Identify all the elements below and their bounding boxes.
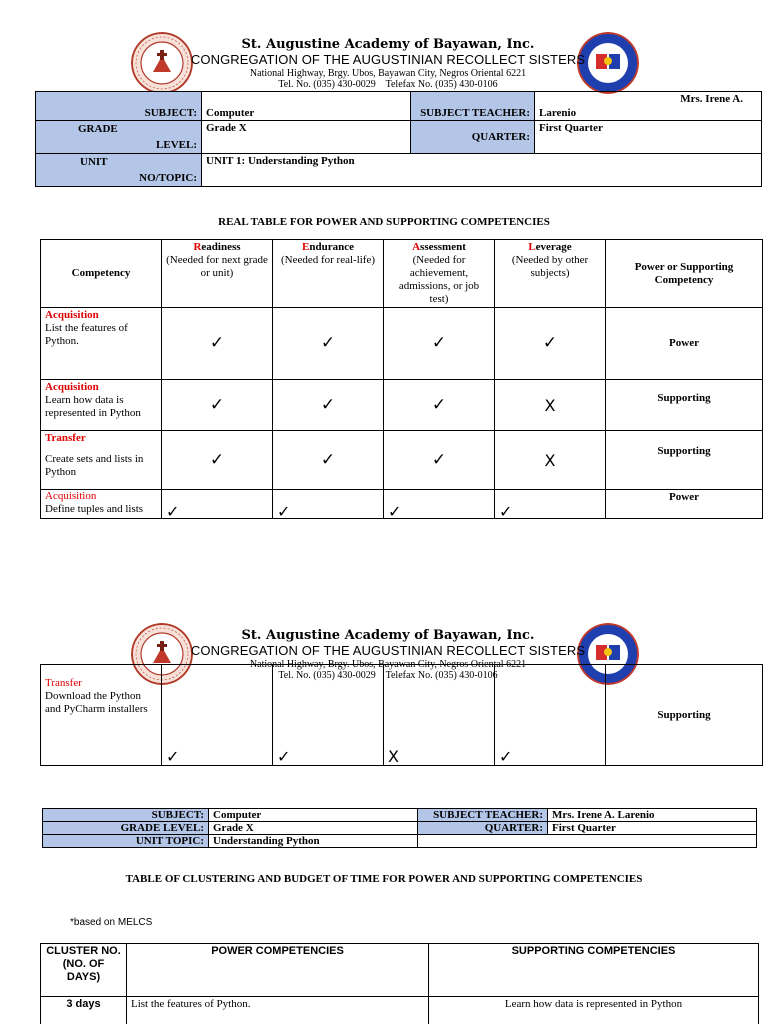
table-row xyxy=(41,490,763,519)
endurance-mark: ✓ xyxy=(273,308,384,380)
endurance-rest: ndurance xyxy=(309,241,354,253)
assessment-mark: X xyxy=(384,665,495,766)
competency-category: Acquisition xyxy=(45,309,99,321)
readiness-mark: ✓ xyxy=(162,380,273,431)
subject-value: Computer xyxy=(202,92,411,121)
congregation-name: CONGREGATION OF THE AUGUSTINIAN RECOLLECT SISTERS xyxy=(190,643,586,658)
competency-cell xyxy=(41,665,162,766)
teacher-line-1: Mrs. Irene A. xyxy=(680,93,743,105)
contact-numbers xyxy=(160,670,616,681)
cluster-days: 3 days xyxy=(41,997,127,1024)
competency-text: Download the Python and PyCharm installers xyxy=(45,690,148,715)
competency-category: Acquisition xyxy=(45,381,99,393)
subject-teacher-label: SUBJECT TEACHER: xyxy=(418,809,548,822)
competency-type: Power xyxy=(606,490,763,519)
school-name: St. Augustine Academy of Bayawan, Inc. xyxy=(241,628,535,643)
unit-topic-value: Understanding Python xyxy=(209,835,418,848)
empty-cell xyxy=(418,835,757,848)
endurance-mark: ✓ xyxy=(273,431,384,490)
assessment-mark: ✓ xyxy=(384,380,495,431)
competency-text: Define tuples and lists xyxy=(45,503,144,515)
unit-label-line-2: NO/TOPIC: xyxy=(139,172,197,184)
competency-cell xyxy=(41,431,162,490)
subject-label: SUBJECT: xyxy=(43,809,209,822)
school-address: National Highway, Brgy. Ubos, Bayawan City, Negros Oriental 6221 xyxy=(249,659,527,670)
competency-text: Learn how data is represented in Python xyxy=(45,394,141,419)
leverage-rest: everage xyxy=(535,241,572,253)
grade-level-value: Grade X xyxy=(202,121,411,154)
grade-level-value: Grade X xyxy=(209,822,418,835)
contact-numbers xyxy=(160,79,616,90)
leverage-desc: (Needed by other subjects) xyxy=(511,254,589,279)
supporting-competency: Learn how data is represented in Python xyxy=(429,997,759,1024)
readiness-mark: ✓ xyxy=(162,431,273,490)
competency-cell xyxy=(41,308,162,380)
subject-info-table-2 xyxy=(42,808,757,848)
competency-category: Acquisition xyxy=(45,490,97,502)
telefax-number: Telefax No. (035) 430-0106 xyxy=(385,670,498,681)
table-row xyxy=(41,997,759,1024)
competency-cell xyxy=(41,490,162,519)
table2-title: TABLE OF CLUSTERING AND BUDGET OF TIME FOR POWER AND SUPPORTING COMPETENCIES xyxy=(125,873,643,885)
power-competency: List the features of Python. xyxy=(127,997,429,1024)
school-name: St. Augustine Academy of Bayawan, Inc. xyxy=(241,37,535,52)
unit-topic-value: UNIT 1: Understanding Python xyxy=(202,154,762,187)
table1-title: REAL TABLE FOR POWER AND SUPPORTING COMPETENCIES xyxy=(218,216,550,228)
header-leverage xyxy=(495,240,606,308)
competency-type: Power xyxy=(606,308,763,380)
competency-category: Transfer xyxy=(45,677,82,689)
telefax-number: Telefax No. (035) 430-0106 xyxy=(385,79,498,90)
leverage-mark: ✓ xyxy=(495,665,606,766)
grade-label-line-2: LEVEL: xyxy=(156,139,197,151)
header-endurance xyxy=(273,240,384,308)
assessment-rest: ssessment xyxy=(420,241,466,253)
header-assessment xyxy=(384,240,495,308)
leverage-mark: ✓ xyxy=(495,490,606,519)
header-readiness xyxy=(162,240,273,308)
header-supporting-competencies: SUPPORTING COMPETENCIES xyxy=(429,944,759,997)
competency-table xyxy=(40,239,763,519)
subject-label: SUBJECT: xyxy=(36,92,202,121)
teacher-line-2: Larenio xyxy=(539,107,577,119)
school-address: National Highway, Brgy. Ubos, Bayawan City, Negros Oriental 6221 xyxy=(249,68,527,79)
endurance-initial: E xyxy=(302,241,310,253)
subject-info-table xyxy=(35,91,762,187)
readiness-desc: (Needed for next grade or unit) xyxy=(166,254,268,279)
subject-teacher-value: Mrs. Irene A. Larenio xyxy=(548,809,757,822)
grade-level-label: GRADE LEVEL: xyxy=(43,822,209,835)
table-row xyxy=(41,431,763,490)
leverage-mark: X xyxy=(495,380,606,431)
readiness-mark: ✓ xyxy=(162,308,273,380)
endurance-mark: ✓ xyxy=(273,490,384,519)
readiness-rest: eadiness xyxy=(201,241,241,253)
subject-value: Computer xyxy=(209,809,418,822)
tel-number: Tel. No. (035) 430-0029 xyxy=(278,79,376,90)
quarter-value: First Quarter xyxy=(535,121,762,154)
competency-cell xyxy=(41,380,162,431)
subject-teacher-value xyxy=(535,92,762,121)
assessment-initial: A xyxy=(412,241,421,253)
endurance-desc: (Needed for real-life) xyxy=(280,254,376,266)
header-cluster: CLUSTER NO. (NO. OF DAYS) xyxy=(41,944,127,997)
readiness-initial: R xyxy=(193,241,202,253)
readiness-mark: ✓ xyxy=(162,490,273,519)
header-power-competencies: POWER COMPETENCIES xyxy=(127,944,429,997)
leverage-initial: L xyxy=(528,241,536,253)
unit-topic-label xyxy=(36,154,202,187)
header-competency: Competency xyxy=(41,240,162,308)
subject-teacher-label: SUBJECT TEACHER: xyxy=(411,92,535,121)
quarter-label: QUARTER: xyxy=(411,121,535,154)
competency-category: Transfer xyxy=(45,432,86,444)
table-row xyxy=(41,308,763,380)
competency-type: Supporting xyxy=(606,380,763,431)
assessment-desc: (Needed for achievement, admissions, or job test) xyxy=(398,254,480,305)
endurance-mark: ✓ xyxy=(273,380,384,431)
leverage-mark: ✓ xyxy=(495,308,606,380)
melcs-note: *based on MELCS xyxy=(70,917,153,928)
grade-label-line-1: GRADE xyxy=(78,123,118,135)
unit-label-line-1: UNIT xyxy=(80,156,108,168)
competency-type: Supporting xyxy=(606,665,763,766)
assessment-mark: ✓ xyxy=(384,490,495,519)
assessment-mark: ✓ xyxy=(384,308,495,380)
endurance-mark: ✓ xyxy=(273,665,384,766)
competency-type: Supporting xyxy=(606,431,763,490)
competency-text: List the features of Python. xyxy=(45,322,128,347)
cluster-table xyxy=(40,943,759,1024)
readiness-mark: ✓ xyxy=(162,665,273,766)
competency-text: Create sets and lists in Python xyxy=(45,453,144,478)
assessment-mark: ✓ xyxy=(384,431,495,490)
unit-topic-label: UNIT TOPIC: xyxy=(43,835,209,848)
leverage-mark: X xyxy=(495,431,606,490)
quarter-value: First Quarter xyxy=(548,822,757,835)
tel-number: Tel. No. (035) 430-0029 xyxy=(278,670,376,681)
header-competency-type: Power or Supporting Competency xyxy=(606,240,763,308)
grade-level-label xyxy=(36,121,202,154)
congregation-name: CONGREGATION OF THE AUGUSTINIAN RECOLLECT SISTERS xyxy=(190,52,586,67)
table-row xyxy=(41,380,763,431)
quarter-label: QUARTER: xyxy=(418,822,548,835)
